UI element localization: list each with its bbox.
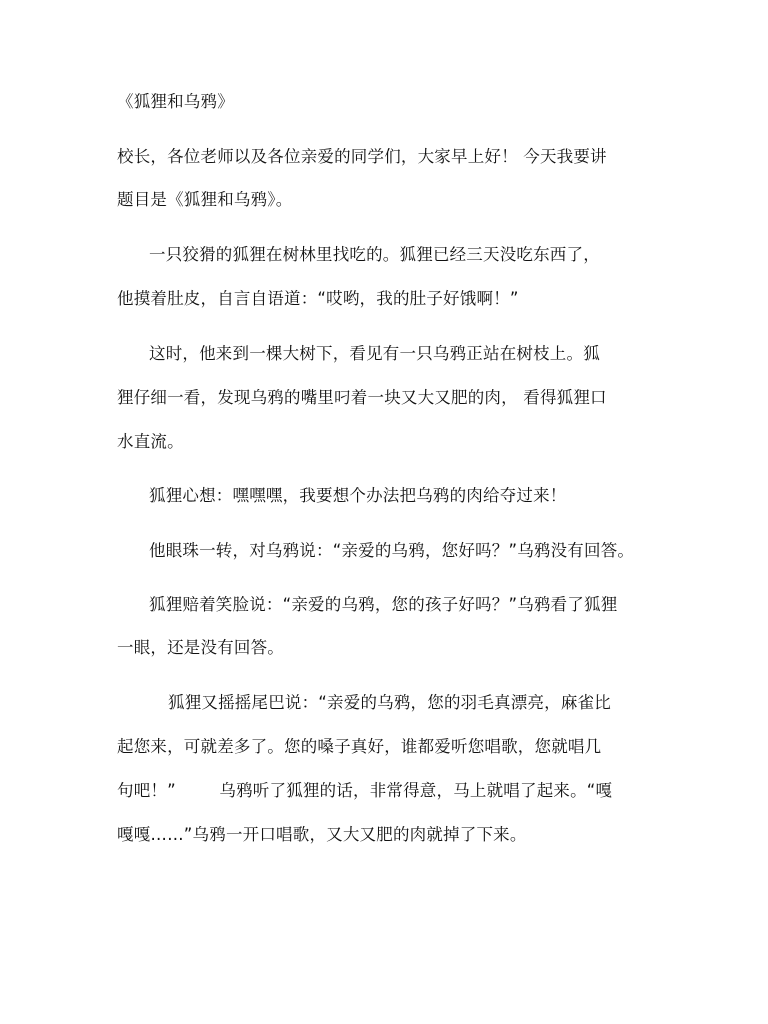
paragraph-line-10: 狐狸赔着笑脸说：“亲爱的乌鸦，您的孩子好吗？”乌鸦看了狐狸 <box>149 595 618 614</box>
paragraph-line-4: 他摸着肚皮，自言自语道：“哎哟，我的肚子好饿啊！” <box>117 289 519 308</box>
paragraph-line-13: 起您来，可就差多了。您的嗓子真好，谁都爱听您唱歌，您就唱几 <box>117 737 602 756</box>
paragraph-line-11: 一眼，还是没有回答。 <box>117 638 284 657</box>
paragraph-line-9: 他眼珠一转，对乌鸦说：“亲爱的乌鸦，您好吗？”乌鸦没有回答。 <box>149 541 635 560</box>
paragraph-line-3: 一只狡猾的狐狸在树林里找吃的。狐狸已经三天没吃东西了， <box>149 245 600 264</box>
paragraph-line-6: 狸仔细一看，发现乌鸦的嘴里叼着一块又大又肥的肉， 看得狐狸口 <box>117 388 607 407</box>
paragraph-line-2: 题目是《狐狸和乌鸦》。 <box>117 190 293 209</box>
document-title: 《狐狸和乌鸦》 <box>117 92 234 111</box>
paragraph-line-15: 嘎嘎……”乌鸦一开口唱歌，又大又肥的肉就掉了下来。 <box>117 825 527 844</box>
paragraph-line-8: 狐狸心想：嘿嘿嘿，我要想个办法把乌鸦的肉给夺过来！ <box>149 486 567 505</box>
paragraph-line-5: 这时，他来到一棵大树下，看见有一只乌鸦正站在树枝上。狐 <box>149 344 600 363</box>
paragraph-line-7: 水直流。 <box>117 432 184 451</box>
paragraph-line-14: 句吧！” 乌鸦听了狐狸的话，非常得意，马上就唱了起来。“嘎 <box>117 781 613 800</box>
paragraph-line-1: 校长，各位老师以及各位亲爱的同学们，大家早上好！ 今天我要讲 <box>117 147 607 166</box>
paragraph-line-12: 狐狸又摇摇尾巴说：“亲爱的乌鸦，您的羽毛真漂亮，麻雀比 <box>168 693 611 712</box>
